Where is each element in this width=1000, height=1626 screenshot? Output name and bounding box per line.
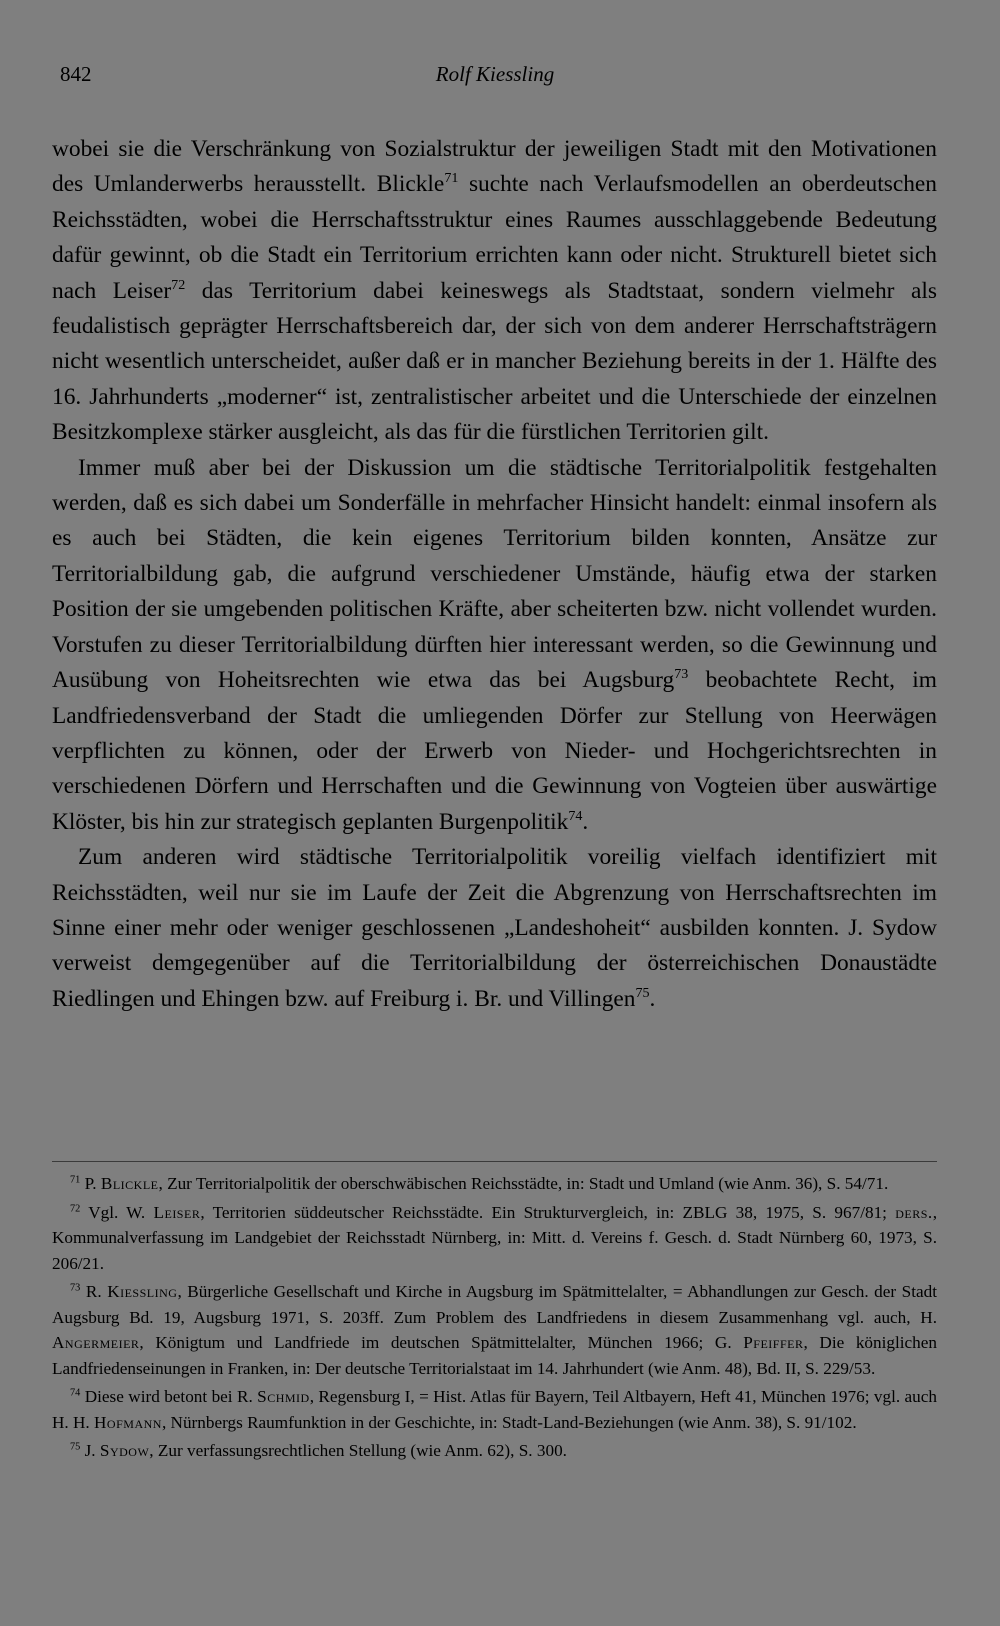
footnote-text: J.: [84, 1441, 100, 1460]
footnote-73: [52, 1279, 937, 1381]
page-number: 842: [60, 62, 92, 86]
footnote-text: , Kommunalverfassung im Landgebiet der Reichsstadt Nürnberg, in: Mitt. d. Vereins f. Gesch. d. Stadt Nürnberg 60, 1973, S. 206/21.: [52, 1202, 937, 1273]
footnote-text: , Regensburg I, = Hist. Atlas für Bayern, Teil Altbayern, Heft 41, München 1976; vgl. auch H. H.: [52, 1387, 937, 1432]
footnote-ref-72: 72: [171, 276, 186, 293]
footnote-72: [52, 1200, 937, 1277]
footnote-number: 72: [70, 1202, 81, 1214]
paragraph-2: [52, 451, 937, 840]
footnote-text: , Die königlichen Landfriedenseinungen in Franken, in: Der deutsche Territorialstaat im 14. Jahrhundert (wie Anm. 48), Bd. II, S. 229/53.: [52, 1333, 937, 1378]
footnote-author: Schmid: [257, 1387, 310, 1406]
paragraph-text: .: [582, 808, 589, 835]
footnote-text: , Nürnbergs Raumfunktion in der Geschichte, in: Stadt-Land-Beziehungen (wie Anm. 38), S. 91/102.: [161, 1412, 857, 1432]
paragraph-text: Zum anderen wird städtische Territorialpolitik voreilig vielfach identifiziert mit Reichsstädten, weil nur sie im Laufe der Zeit die Abgrenzung von Herrschaftsrechten im Sinne einer mehr oder weniger geschlossenen „Landeshoheit“ ausbilden konnten. J. Sydow verweist demgegenüber auf die Territorialbildung der österreichischen Donaustädte Riedlingen und Ehingen bzw. auf Freiburg i. Br. und Villingen: [52, 844, 937, 1012]
paragraph-text: beobachtete Recht, im Landfriedensverband der Stadt die umliegenden Dörfer zur Stellung von Heerwägen verpflichten zu können, oder der Erwerb von Nieder- und Hochgerichtsrechten in verschiedenen Dörfern und Herrschaften und die Gewinnung von Vogteien über auswärtige Klöster, bis hin zur strategisch geplanten Burgenpolitik: [52, 667, 937, 835]
running-header: [60, 62, 930, 102]
footnote-text: Vgl. W.: [88, 1202, 154, 1222]
footnote-74: [52, 1384, 937, 1435]
paragraph-3: [52, 840, 937, 1017]
footnote-ref-71: 71: [444, 170, 459, 187]
running-title: Rolf Kiessling: [435, 62, 555, 86]
paragraph-text: suchte nach Verlaufsmodellen an oberdeutschen Reichsstädten, wobei die Herrschaftsstruktur eines Raumes ausschlaggebende Bedeutung dafür gewinnt, ob die Stadt ein Territorium errichten kann oder nicht. Strukturell bietet sich nach Leiser: [52, 171, 937, 304]
footnote-author: Pfeiffer: [743, 1333, 804, 1352]
footnote-text: , Bürgerliche Gesellschaft und Kirche in Augsburg im Spätmittelalter, = Abhandlungen zur Gesch. der Stadt Augsburg Bd. 19, Augsburg 1971, S. 203ff. Zum Problem des Landfriedens in diesem Zusammenhang vgl. auch, H.: [52, 1282, 938, 1327]
footnote-author: Kiessling: [107, 1282, 178, 1301]
footnote-author: ders.: [895, 1202, 933, 1222]
footnote-author: Sydow: [99, 1441, 150, 1460]
footnote-text: , Territorien süddeutscher Reichsstädte. Ein Strukturvergleich, in: ZBLG 38, 1975, S. 967/81;: [200, 1202, 896, 1222]
paragraph-1: [52, 132, 937, 451]
footnote-author: Hofmann: [94, 1412, 162, 1432]
footnote-ref-75: 75: [635, 984, 650, 1001]
footnotes: [52, 1171, 937, 1467]
footnote-text: P.: [84, 1174, 101, 1193]
footnote-author: Angermeier: [52, 1333, 140, 1352]
paragraph-text: Immer muß aber bei der Diskussion um die städtische Territorialpolitik festgehalten werden, daß es sich dabei um Sonderfälle in mehrfacher Hinsicht handelt: einmal insofern als es auch bei Städten, die kein eigenes Territorium bilden konnten, Ansätze zur Territorialbildung gab, die aufgrund verschiedener Umstände, häufig etwa der starken Position der sie umgebenden politischen Kräfte, aber scheiterten bzw. nicht vollendet wurden. Vorstufen zu dieser Territorialbildung dürften hier interessant werden, so die Gewinnung und Ausübung von Hoheitsrechten wie etwa das bei Augsburg: [52, 454, 937, 694]
footnote-ref-74: 74: [568, 807, 583, 824]
footnote-author: Leiser: [153, 1202, 201, 1222]
footnote-text: , Zur Territorialpolitik der oberschwäbischen Reichsstädte, in: Stadt und Umland (wie Anm. 36), S. 54/71.: [158, 1174, 889, 1193]
footnote-number: 71: [70, 1174, 81, 1186]
footnote-text: Diese wird betont bei R.: [84, 1387, 258, 1406]
footnote-75: [52, 1438, 937, 1464]
main-text: [52, 132, 937, 1017]
footnote-separator: [52, 1161, 937, 1162]
footnote-text: , Königtum und Landfriede im deutschen Spätmittelalter, München 1966; G.: [139, 1333, 744, 1352]
footnote-text: , Zur verfassungsrechtlichen Stellung (wie Anm. 62), S. 300.: [149, 1441, 567, 1460]
footnote-author: Blickle: [100, 1174, 159, 1193]
paragraph-text: das Territorium dabei keineswegs als Stadtstaat, sondern vielmehr als feudalistisch geprägter Herrschaftsbereich dar, der sich von dem anderer Herrschaftsträgern nicht wesentlich unterscheidet, außer daß er in mancher Beziehung bereits in der 1. Hälfte des 16. Jahrhunderts „moderner“ ist, zentralistischer arbeitet und die Unterschiede der einzelnen Besitzkomplexe stärker ausgleicht, als das für die fürstlichen Territorien gilt.: [52, 277, 937, 446]
footnote-71: [52, 1171, 937, 1197]
paragraph-text: wobei sie die Verschränkung von Sozialstruktur der jeweiligen Stadt mit den Motivationen des Umlanderwerbs herausstellt. Blickle: [52, 136, 937, 198]
footnote-number: 74: [70, 1387, 81, 1399]
paragraph-text: .: [649, 985, 656, 1012]
footnote-ref-73: 73: [674, 665, 689, 682]
footnote-number: 73: [70, 1282, 81, 1294]
footnote-text: R.: [85, 1282, 108, 1301]
footnote-number: 75: [70, 1441, 81, 1453]
